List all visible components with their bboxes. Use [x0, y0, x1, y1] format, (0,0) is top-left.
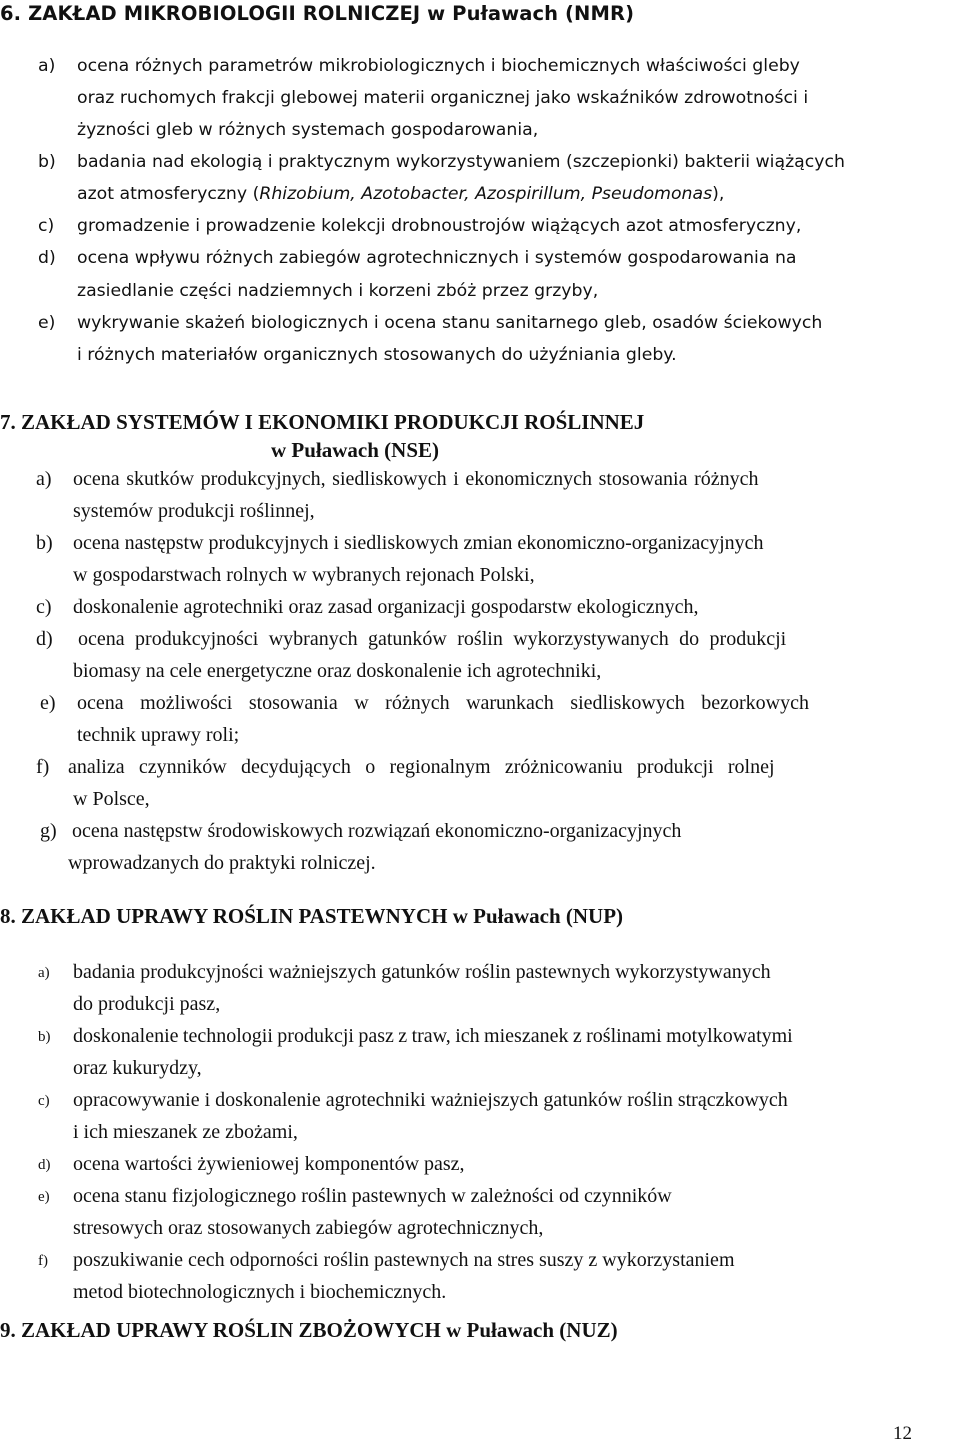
list-line: opracowywanie i doskonalenie agrotechniki ważniejszych gatunków roślin strączkowych: [73, 1089, 788, 1111]
list-label: d): [38, 1157, 51, 1173]
list-line: ocena skutków produkcyjnych, siedliskowych i ekonomicznych stosowania różnych: [73, 468, 759, 490]
list-label: f): [38, 1253, 48, 1269]
list-line: ocena wpływu różnych zabiegów agrotechnicznych i systemów gospodarowania na: [77, 248, 797, 268]
section-8-heading: 8. ZAKŁAD UPRAWY ROŚLIN PASTEWNYCH w Puławach (NUP): [0, 904, 624, 928]
list-line: badania nad ekologią i praktycznym wykorzystywaniem (szczepionki) bakterii wiążących: [77, 152, 845, 172]
list-line: ocena możliwości stosowania w różnych warunkach siedliskowych bezorkowych: [77, 692, 809, 714]
list-label: b): [38, 152, 56, 172]
list-line-end: ),: [712, 184, 725, 204]
list-line: doskonalenie agrotechniki oraz zasad organizacji gospodarstw ekologicznych,: [73, 596, 699, 618]
section-6-heading: 6. ZAKŁAD MIKROBIOLOGII ROLNICZEJ w Puławach (NMR): [0, 2, 635, 25]
list-line: poszukiwanie cech odporności roślin pastewnych na stres suszy z wykorzystaniem: [73, 1249, 735, 1271]
list-label: b): [36, 532, 53, 554]
list-line: oraz ruchomych frakcji glebowej materii organicznej jako wskaźników zdrowotności i: [77, 88, 809, 108]
list-line: oraz kukurydzy,: [73, 1057, 202, 1079]
list-line: żyzności gleb w różnych systemach gospodarowania,: [77, 120, 539, 140]
section-7-subheading: w Puławach (NSE): [271, 438, 440, 462]
list-line: metod biotechnologicznych i biochemicznych.: [73, 1281, 447, 1303]
list-line-start: azot atmosferyczny (: [77, 184, 260, 204]
list-label: g): [40, 820, 57, 842]
list-line: gromadzenie i prowadzenie kolekcji drobnoustrojów wiążących azot atmosferyczny,: [77, 216, 802, 236]
page-number: 12: [893, 1423, 912, 1444]
section-9-heading: 9. ZAKŁAD UPRAWY ROŚLIN ZBOŻOWYCH w Puławach (NUZ): [0, 1318, 618, 1342]
list-line: biomasy na cele energetyczne oraz doskonalenie ich agrotechniki,: [73, 660, 602, 682]
bacteria-genera: Rhizobium, Azotobacter, Azospirillum, Pseudomonas: [259, 184, 713, 204]
list-line: technik uprawy roli;: [77, 724, 240, 746]
list-label: a): [38, 965, 50, 981]
section-7-heading: 7. ZAKŁAD SYSTEMÓW I EKONOMIKI PRODUKCJI ROŚLINNEJ: [0, 410, 645, 434]
list-label: c): [36, 596, 52, 618]
list-label: c): [38, 1093, 50, 1109]
list-line: ocena stanu fizjologicznego roślin pastewnych w zależności od czynników: [73, 1185, 672, 1207]
list-line: i różnych materiałów organicznych stosowanych do użyźniania gleby.: [77, 345, 677, 365]
list-label: f): [36, 756, 50, 778]
list-line: ocena produkcyjności wybranych gatunków roślin wykorzystywanych do produkcji: [78, 628, 787, 650]
list-line: ocena następstw produkcyjnych i siedliskowych zmian ekonomiczno-organizacyjnych: [73, 532, 764, 554]
list-line: badania produkcyjności ważniejszych gatunków roślin pastewnych wykorzystywanych: [73, 961, 771, 983]
list-line: zasiedlanie części nadziemnych i korzeni zbóż przez grzyby,: [77, 281, 599, 301]
list-label: e): [38, 313, 56, 333]
list-line: ocena następstw środowiskowych rozwiązań ekonomiczno-organizacyjnych: [72, 820, 682, 842]
list-line: w Polsce,: [73, 788, 150, 810]
list-label: b): [38, 1029, 51, 1045]
list-label: d): [36, 628, 53, 650]
list-line: wykrywanie skażeń biologicznych i ocena stanu sanitarnego gleb, osadów ściekowych: [77, 313, 823, 333]
list-line: systemów produkcji roślinnej,: [73, 500, 315, 522]
list-label: e): [40, 692, 56, 714]
list-label: c): [38, 216, 55, 236]
list-label: e): [38, 1189, 50, 1205]
list-line: wprowadzanych do praktyki rolniczej.: [68, 852, 376, 874]
list-line: ocena wartości żywieniowej komponentów pasz,: [73, 1153, 465, 1175]
list-label: d): [38, 248, 56, 268]
list-line: i ich mieszanek ze zbożami,: [73, 1121, 298, 1143]
list-line: do produkcji pasz,: [73, 993, 221, 1015]
list-line: ocena różnych parametrów mikrobiologicznych i biochemicznych właściwości gleby: [77, 56, 800, 76]
list-label: a): [36, 468, 52, 490]
list-line: w gospodarstwach rolnych w wybranych rejonach Polski,: [73, 564, 535, 586]
list-line: doskonalenie technologii produkcji pasz z traw, ich mieszanek z roślinami motylkowatymi: [73, 1025, 793, 1047]
list-line: analiza czynników decydujących o regionalnym zróżnicowaniu produkcji rolnej: [68, 756, 775, 778]
list-label: a): [38, 56, 56, 76]
list-line: stresowych oraz stosowanych zabiegów agrotechnicznych,: [73, 1217, 544, 1239]
list-line: [77, 184, 724, 204]
